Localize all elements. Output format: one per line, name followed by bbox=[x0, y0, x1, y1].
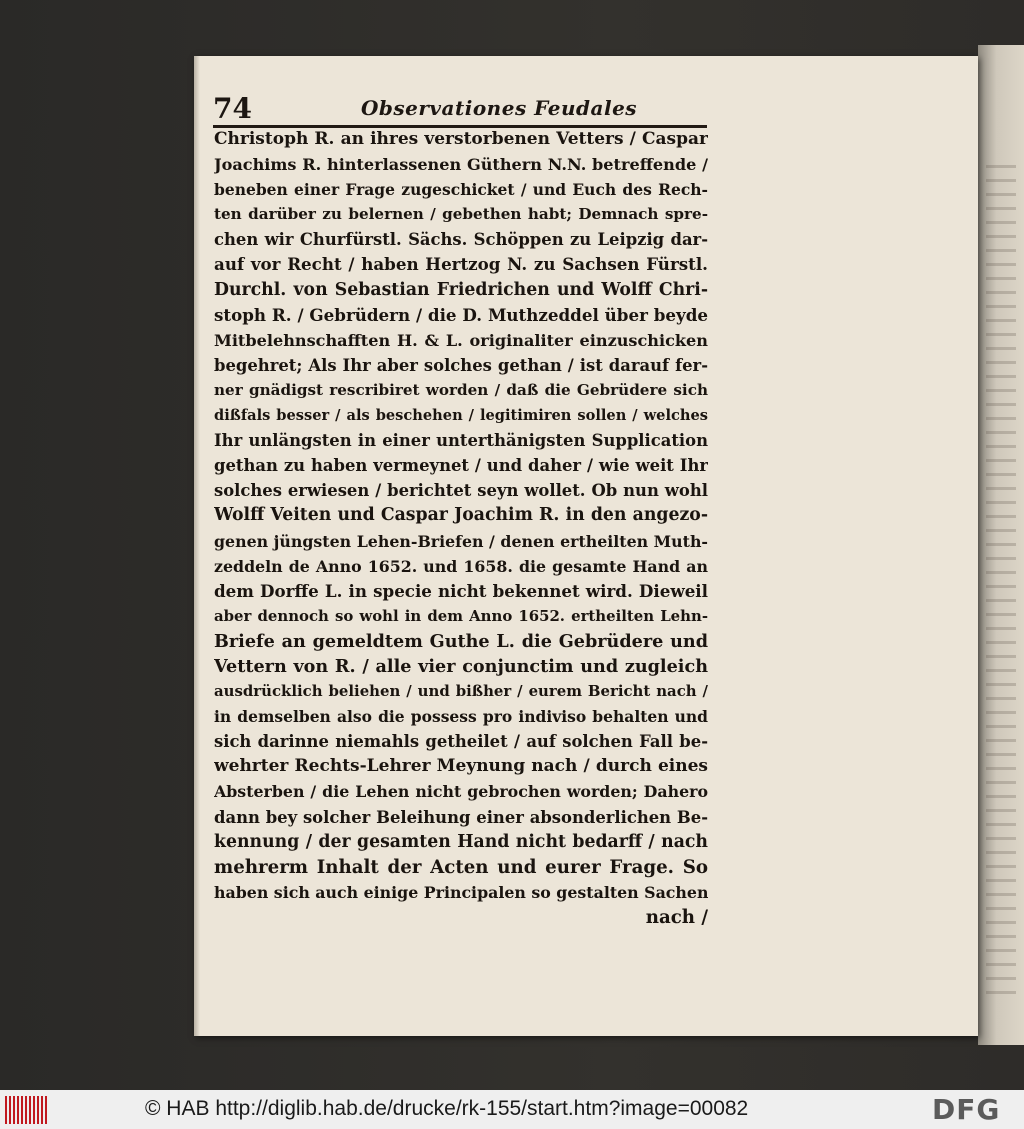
text-line: Wolff Veiten und Caspar Joachim R. in den angezo- bbox=[214, 505, 708, 526]
facing-page-edge bbox=[978, 45, 1024, 1045]
text-line: Vettern von R. / alle vier conjunctim und zugleich bbox=[214, 655, 708, 677]
page-gutter bbox=[194, 56, 200, 1036]
body-text bbox=[214, 127, 708, 930]
text-line: begehret; Als Ihr aber solches gethan / ist darauf fer- bbox=[214, 355, 708, 375]
text-line: ner gnädigst rescribiret worden / daß die Gebrüdere sich bbox=[214, 380, 708, 399]
text-line: Durchl. von Sebastian Friedrichen und Wolff Chri- bbox=[214, 279, 708, 300]
text-line: dem Dorffe L. in specie nicht bekennet wird. Dieweil bbox=[214, 580, 708, 601]
text-line: dann bey solcher Beleihung einer absonderlichen Be- bbox=[214, 807, 708, 827]
hab-barcode-logo-icon bbox=[5, 1096, 47, 1124]
text-line: kennung / der gesamten Hand nicht bedarff / nach bbox=[214, 831, 708, 852]
page-number: 74 bbox=[213, 92, 252, 125]
text-line: in demselben also die possess pro indiviso behalten und bbox=[214, 707, 708, 727]
text-line: mehrerm Inhalt der Acten und eurer Frage. So bbox=[214, 856, 708, 878]
dfg-logo: DFG bbox=[932, 1093, 1001, 1126]
page-header bbox=[213, 92, 713, 126]
text-line: Absterben / die Lehen nicht gebrochen worden; Dahero bbox=[214, 782, 708, 802]
text-line: stoph R. / Gebrüdern / die D. Muthzeddel über beyde bbox=[214, 304, 708, 325]
text-line: gethan zu haben vermeynet / und daher / wie weit Ihr bbox=[214, 456, 708, 476]
text-line: ausdrücklich beliehen / und bißher / eurem Bericht nach / bbox=[214, 682, 708, 701]
text-line: solches erwiesen / berichtet seyn wollet. Ob nun wohl bbox=[214, 481, 708, 501]
text-line: zeddeln de Anno 1652. und 1658. die gesamte Hand an bbox=[214, 556, 708, 576]
text-line: sich darinne niemahls getheilet / auf solchen Fall be- bbox=[214, 732, 708, 752]
text-line: Ihr unlängsten in einer unterthänigsten Supplication bbox=[214, 431, 708, 451]
text-line: dißfals besser / als beschehen / legitimiren sollen / welches bbox=[214, 407, 708, 425]
facing-page-text-shadow bbox=[986, 165, 1016, 1005]
running-head: Observationes Feudales bbox=[361, 96, 638, 120]
text-line: aber dennoch so wohl in dem Anno 1652. ertheilten Lehn- bbox=[214, 606, 708, 625]
text-line: nach / bbox=[645, 906, 708, 928]
text-line: genen jüngsten Lehen-Briefen / denen ertheilten Muth- bbox=[214, 531, 708, 551]
footer-bar bbox=[0, 1090, 1024, 1129]
text-line: ten darüber zu belernen / gebethen habt; Demnach spre- bbox=[214, 205, 708, 224]
text-line: beneben einer Frage zugeschicket / und Euch des Rech- bbox=[214, 180, 708, 200]
text-line: chen wir Churfürstl. Sächs. Schöppen zu Leipzig dar- bbox=[214, 230, 708, 250]
text-line: haben sich auch einige Principalen so gestalten Sachen bbox=[214, 882, 708, 902]
text-line: Christoph R. an ihres verstorbenen Vetters / Caspar bbox=[214, 129, 708, 149]
text-line: auf vor Recht / haben Hertzog N. zu Sachsen Fürstl. bbox=[214, 254, 708, 275]
text-line: Briefe an gemeldtem Guthe L. die Gebrüdere und bbox=[214, 630, 708, 652]
text-line: Mitbelehnschafften H. & L. originaliter einzuschicken bbox=[214, 330, 708, 350]
text-line: wehrter Rechts-Lehrer Meynung nach / durch eines bbox=[214, 756, 708, 777]
text-line: Joachims R. hinterlassenen Güthern N.N. betreffende / bbox=[214, 155, 708, 175]
copyright-url[interactable]: © HAB http://diglib.hab.de/drucke/rk-155/start.htm?image=00082 bbox=[145, 1097, 749, 1120]
